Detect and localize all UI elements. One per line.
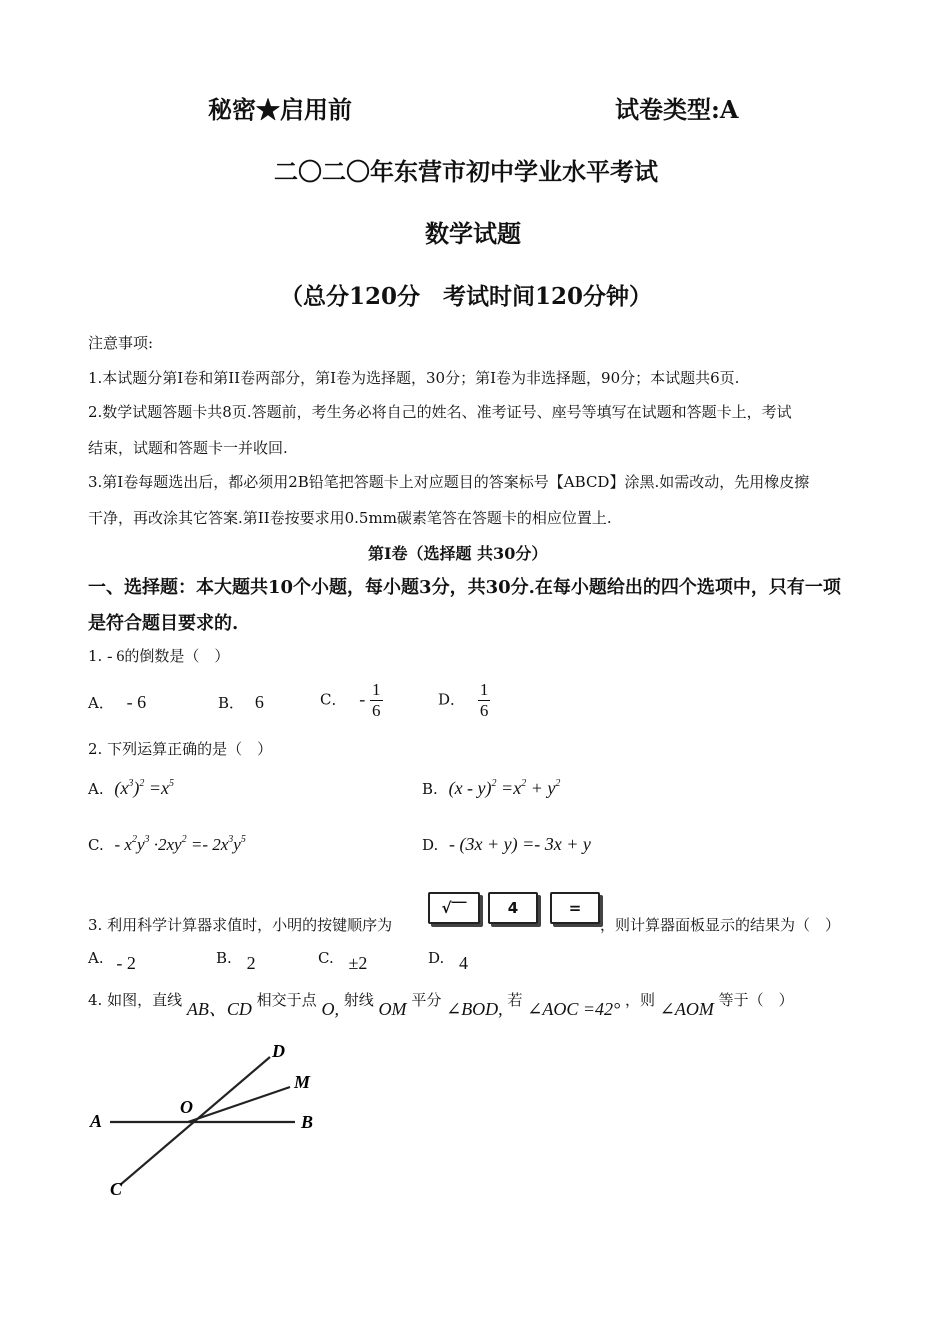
q3-option-d-label: D. <box>428 949 445 967</box>
q3-option-c-value: ±2 <box>348 953 368 973</box>
q3-option-b-label: B. <box>216 949 232 967</box>
q1-text: 的倒数是（ ） <box>124 647 230 665</box>
q4-angle-aoc: ∠AOC =42° <box>527 999 621 1019</box>
q2-option-a-expr: $(x^3)^2 =x^5$ <box>114 778 175 798</box>
q2-option-b-label: B. <box>422 780 438 798</box>
q2-option-d[interactable] <box>422 834 591 855</box>
label-c: C <box>110 1179 123 1199</box>
subject-title: 数学试题 <box>425 219 521 248</box>
q1-option-d-label: D． <box>438 690 466 709</box>
q4-stem: 4. 如图，直线 AB、CD 相交于点 O, 射线 OM 平分 ∠BOD, 若 ∠AOC =42° ，则 ∠AOM 等于（ ） <box>88 991 794 1019</box>
q2-option-d-expr: - (3x + y) =- 3x + y <box>449 834 591 854</box>
paper-type: 试卷类型:A <box>615 95 739 124</box>
q3-stem-pre: 3. 利用科学计算器求值时，小明的按键顺序为 <box>88 916 393 934</box>
q3-option-d[interactable] <box>428 947 469 973</box>
note-item-2-line2: 结束，试题和答题卡一并收回. <box>88 439 288 457</box>
note-item-1: 1.本试题分第I卷和第II卷两部分，第I卷为选择题，30分；第I卷为非选择题，90分；本试题共6页. <box>88 369 740 387</box>
q4-angle-bod: ∠BOD, <box>446 999 503 1019</box>
equals-key-icon: = <box>550 892 600 924</box>
q3-option-d-value: 4 <box>459 953 469 973</box>
q3-option-a-value: - 2 <box>116 953 136 973</box>
q2-option-c[interactable] <box>88 834 246 855</box>
q3-stem-post: ，则计算器面板显示的结果为（ ） <box>600 916 841 934</box>
q1-option-a[interactable] <box>88 692 146 713</box>
q1-number: 1. <box>88 647 108 665</box>
label-a: A <box>90 1111 103 1131</box>
q3-option-a[interactable] <box>88 947 136 973</box>
key-4: 4 <box>488 892 538 924</box>
q2-option-a[interactable] <box>88 778 174 799</box>
q1-option-d[interactable] <box>438 680 490 721</box>
q1-option-b[interactable] <box>218 692 264 713</box>
q1-option-c-fraction: $\frac{1}{6}$ <box>372 680 381 720</box>
q1-option-d-fraction: $\frac{1}{6}$ <box>479 680 489 720</box>
q1-value: - 6 <box>107 648 125 665</box>
q1-option-a-value: - 6 <box>126 692 147 712</box>
q4-point-o: O, <box>321 999 339 1019</box>
q1-option-c-label: C． <box>320 690 347 709</box>
exam-title: 二〇二〇年东营市初中学业水平考试 <box>274 157 658 186</box>
q2-option-b-expr: $(x - y)^2 =x^2 + y^2$ <box>448 778 561 798</box>
q2-option-c-expr: - $x^2y^3 \cdot 2xy^2 =- 2x^3y^5$ <box>114 834 246 854</box>
label-b: B <box>301 1112 314 1132</box>
q2-option-d-label: D. <box>422 836 439 854</box>
section1-instr-line1: 一、选择题：本大题共10个小题，每小题3分，共30分.在每小题给出的四个选项中，只有一项 <box>88 577 841 598</box>
q4-ray: OM <box>378 999 407 1019</box>
note-item-3-line1: 3.第I卷每题选出后，都必须用2B铅笔把答题卡上对应题目的答案标号【ABCD】涂黑.如需改动，先用橡皮擦 <box>88 473 810 491</box>
q1-option-b-label: B． <box>218 694 245 712</box>
q1-option-b-value: 6 <box>254 692 264 712</box>
q4-figure <box>80 1035 340 1205</box>
note-item-2-line1: 2.数学试题答题卡共8页.答题前，考生务必将自己的姓名、准考证号、座号等填写在试题和答题卡上，考试 <box>88 403 792 421</box>
score-time: （总分120分 考试时间120分钟） <box>280 283 653 310</box>
sqrt-key-icon: √‾‾ <box>428 892 480 924</box>
label-o: O <box>180 1097 193 1117</box>
ray-om <box>188 1087 290 1122</box>
notes-heading: 注意事项: <box>88 334 154 352</box>
q1-option-c[interactable] <box>320 680 383 721</box>
label-m: M <box>294 1072 311 1092</box>
q1-stem <box>88 645 229 666</box>
section1-instr-line2: 是符合题目要求的. <box>88 613 239 634</box>
secret-label: 秘密★启用前 <box>208 95 352 124</box>
q3-option-c[interactable] <box>318 947 368 973</box>
q3-option-c-label: C. <box>318 949 334 967</box>
q2-option-a-label: A. <box>88 780 104 798</box>
note-item-3-line2: 干净，再改涂其它答案.第II卷按要求用0.5mm碳素笔答在答题卡的相应位置上. <box>88 509 612 527</box>
q3-option-b-value: 2 <box>246 953 256 973</box>
section1-title: 第I卷（选择题 共30分） <box>368 544 548 563</box>
q3-option-a-label: A. <box>88 949 104 967</box>
q4-angle-aom: ∠AOM <box>659 999 714 1019</box>
q1-option-c-sign: - <box>359 688 366 709</box>
q1-option-a-label: A． <box>88 694 114 712</box>
label-d: D <box>272 1041 285 1061</box>
q2-option-c-label: C. <box>88 836 104 854</box>
q2-stem: 2. 下列运算正确的是（ ） <box>88 740 273 758</box>
q3-option-b[interactable] <box>216 947 256 973</box>
q4-lines: AB、CD <box>186 999 252 1019</box>
q2-option-b[interactable] <box>422 778 560 799</box>
